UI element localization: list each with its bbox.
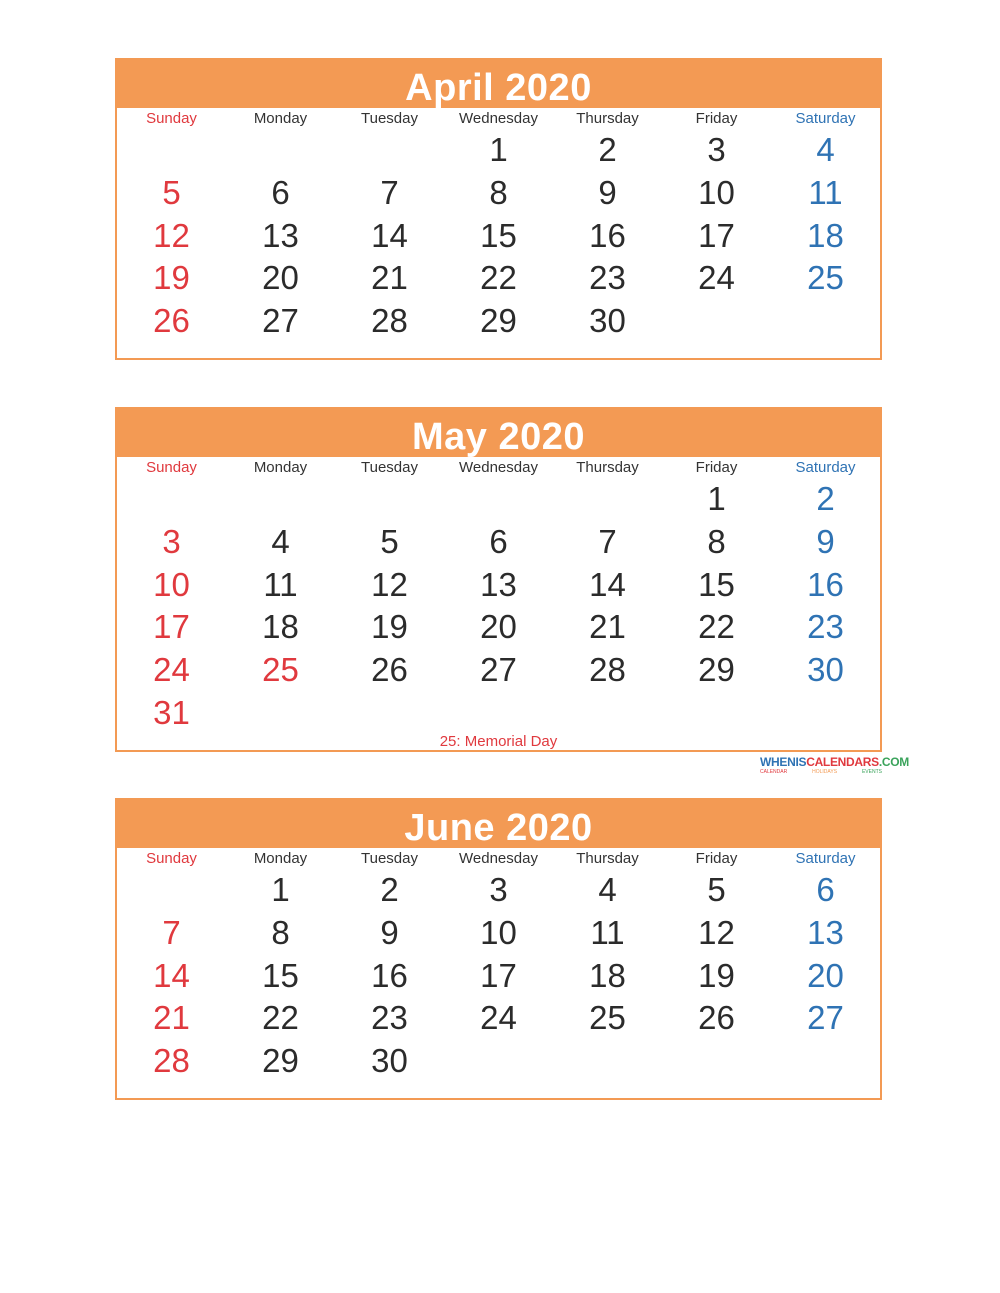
day-cell: 20 bbox=[262, 259, 299, 297]
empty-day-cell bbox=[335, 477, 444, 520]
weekday-header: Monday bbox=[253, 459, 308, 476]
day-cell: 11 bbox=[808, 173, 843, 211]
empty-day-cell bbox=[444, 691, 553, 734]
day-cell: 29 bbox=[262, 1042, 299, 1080]
empty-day-cell bbox=[771, 299, 880, 342]
day-cell: 19 bbox=[153, 259, 190, 297]
day-cell: 2 bbox=[380, 871, 399, 908]
day-cell: 7 bbox=[598, 522, 617, 560]
day-cell: 29 bbox=[480, 302, 517, 340]
empty-day-cell bbox=[117, 477, 226, 520]
day-cell: 22 bbox=[262, 999, 299, 1037]
day-cell: 20 bbox=[480, 608, 517, 646]
day-cell: 30 bbox=[371, 1042, 408, 1080]
day-cell: 6 bbox=[489, 522, 508, 560]
day-cell: 30 bbox=[807, 651, 844, 689]
day-cell: 5 bbox=[162, 173, 181, 211]
empty-day-cell bbox=[662, 691, 771, 734]
day-cell: 18 bbox=[807, 216, 844, 254]
weekday-header: Wednesday bbox=[459, 850, 538, 867]
day-cell: 1 bbox=[271, 871, 290, 908]
weekday-header: Thursday bbox=[576, 459, 639, 476]
day-cell: 25 bbox=[589, 999, 626, 1037]
empty-day-cell bbox=[117, 128, 226, 171]
day-cell: 3 bbox=[489, 871, 508, 908]
day-cell: 10 bbox=[698, 173, 735, 211]
day-cell: 1 bbox=[489, 131, 508, 168]
day-cell: 31 bbox=[153, 693, 190, 731]
month-title: April 2020 bbox=[117, 60, 880, 108]
month-title: May 2020 bbox=[117, 409, 880, 457]
day-cell: 12 bbox=[371, 565, 408, 603]
day-cell: 20 bbox=[807, 956, 844, 994]
holiday-note: 25: Memorial Day bbox=[439, 733, 558, 750]
empty-day-cell bbox=[335, 691, 444, 734]
day-cell: 17 bbox=[480, 956, 517, 994]
brand-logo bbox=[760, 755, 909, 775]
day-cell: 1 bbox=[707, 480, 726, 517]
weekday-header: Sunday bbox=[146, 110, 197, 127]
day-cell: 10 bbox=[480, 913, 517, 951]
day-cell: 8 bbox=[271, 913, 290, 951]
day-cell: 10 bbox=[153, 565, 190, 603]
weekday-header: Friday bbox=[695, 459, 738, 476]
day-cell: 26 bbox=[698, 999, 735, 1037]
brand-text: WHENISCALENDARS.COM bbox=[760, 755, 909, 769]
day-cell: 21 bbox=[371, 259, 408, 297]
weekday-header: Saturday bbox=[795, 110, 856, 127]
day-cell: 8 bbox=[489, 173, 508, 211]
day-cell: 3 bbox=[162, 522, 181, 560]
day-cell: 21 bbox=[153, 999, 190, 1037]
weekday-header: Saturday bbox=[795, 459, 856, 476]
empty-day-cell bbox=[771, 1039, 880, 1082]
day-cell: 24 bbox=[153, 651, 190, 689]
day-cell: 16 bbox=[371, 956, 408, 994]
day-cell: 18 bbox=[589, 956, 626, 994]
day-cell: 4 bbox=[816, 131, 835, 168]
day-cell: 19 bbox=[371, 608, 408, 646]
day-cell: 16 bbox=[807, 565, 844, 603]
day-cell: 9 bbox=[380, 913, 399, 951]
day-cell: 7 bbox=[162, 913, 181, 951]
weekday-header: Wednesday bbox=[459, 459, 538, 476]
weekday-header: Monday bbox=[253, 850, 308, 867]
brand-tagline: CALENDAR HOLIDAYS EVENTS bbox=[760, 769, 882, 775]
empty-day-cell bbox=[662, 299, 771, 342]
day-cell: 17 bbox=[698, 216, 735, 254]
empty-day-cell bbox=[662, 1039, 771, 1082]
empty-day-cell bbox=[226, 477, 335, 520]
day-cell: 3 bbox=[707, 131, 726, 168]
day-cell: 13 bbox=[262, 216, 299, 254]
day-cell: 24 bbox=[698, 259, 735, 297]
day-cell: 13 bbox=[807, 913, 844, 951]
empty-day-cell bbox=[553, 691, 662, 734]
day-cell: 2 bbox=[816, 480, 835, 517]
weekday-header: Monday bbox=[253, 110, 308, 127]
month-june bbox=[115, 798, 882, 1100]
day-cell: 16 bbox=[589, 216, 626, 254]
day-cell: 12 bbox=[153, 216, 190, 254]
day-cell: 17 bbox=[153, 608, 190, 646]
day-cell: 15 bbox=[262, 956, 299, 994]
day-cell: 23 bbox=[371, 999, 408, 1037]
empty-day-cell bbox=[553, 1039, 662, 1082]
day-cell: 9 bbox=[598, 173, 617, 211]
day-cell: 15 bbox=[698, 565, 735, 603]
day-cell: 21 bbox=[589, 608, 626, 646]
day-cell: 2 bbox=[598, 131, 617, 168]
day-cell: 14 bbox=[371, 216, 408, 254]
month-title: June 2020 bbox=[117, 800, 880, 848]
day-cell: 30 bbox=[589, 302, 626, 340]
weekday-header: Tuesday bbox=[361, 850, 418, 867]
day-cell: 23 bbox=[589, 259, 626, 297]
day-cell: 28 bbox=[589, 651, 626, 689]
day-cell: 7 bbox=[380, 173, 399, 211]
weekday-header: Sunday bbox=[146, 459, 197, 476]
day-cell: 14 bbox=[153, 956, 190, 994]
day-cell: 28 bbox=[371, 302, 408, 340]
day-cell: 23 bbox=[807, 608, 844, 646]
day-cell: 5 bbox=[707, 871, 726, 908]
weekday-header: Saturday bbox=[795, 850, 856, 867]
day-cell: 25 bbox=[807, 259, 844, 297]
day-cell: 11 bbox=[263, 565, 298, 603]
day-cell: 22 bbox=[480, 259, 517, 297]
weekday-header: Tuesday bbox=[361, 110, 418, 127]
weekday-header: Wednesday bbox=[459, 110, 538, 127]
day-cell: 28 bbox=[153, 1042, 190, 1080]
day-cell: 22 bbox=[698, 608, 735, 646]
weekday-header: Sunday bbox=[146, 850, 197, 867]
day-cell: 5 bbox=[380, 522, 399, 560]
empty-day-cell bbox=[226, 691, 335, 734]
empty-day-cell bbox=[444, 477, 553, 520]
weekday-header: Tuesday bbox=[361, 459, 418, 476]
month-may bbox=[115, 407, 882, 752]
day-cell: 27 bbox=[807, 999, 844, 1037]
empty-day-cell bbox=[335, 128, 444, 171]
weekday-header: Thursday bbox=[576, 110, 639, 127]
day-cell: 29 bbox=[698, 651, 735, 689]
empty-day-cell bbox=[226, 128, 335, 171]
weekday-header: Friday bbox=[695, 850, 738, 867]
day-cell: 8 bbox=[707, 522, 726, 560]
day-cell: 19 bbox=[698, 956, 735, 994]
day-cell: 11 bbox=[590, 913, 625, 951]
day-cell: 26 bbox=[371, 651, 408, 689]
day-cell: 13 bbox=[480, 565, 517, 603]
month-grid bbox=[117, 457, 880, 734]
day-cell: 15 bbox=[480, 216, 517, 254]
weekday-header: Friday bbox=[695, 110, 738, 127]
day-cell: 26 bbox=[153, 302, 190, 340]
empty-day-cell bbox=[117, 868, 226, 911]
day-cell: 27 bbox=[262, 302, 299, 340]
month-april bbox=[115, 58, 882, 360]
empty-day-cell bbox=[771, 691, 880, 734]
empty-day-cell bbox=[553, 477, 662, 520]
day-cell: 12 bbox=[698, 913, 735, 951]
day-cell: 6 bbox=[816, 871, 835, 908]
empty-day-cell bbox=[444, 1039, 553, 1082]
day-cell: 27 bbox=[480, 651, 517, 689]
day-cell: 25 bbox=[262, 651, 299, 689]
day-cell: 4 bbox=[598, 871, 617, 908]
day-cell: 18 bbox=[262, 608, 299, 646]
day-cell: 9 bbox=[816, 522, 835, 560]
day-cell: 24 bbox=[480, 999, 517, 1037]
month-grid bbox=[117, 848, 880, 1082]
weekday-header: Thursday bbox=[576, 850, 639, 867]
day-cell: 14 bbox=[589, 565, 626, 603]
day-cell: 4 bbox=[271, 522, 290, 560]
month-grid bbox=[117, 108, 880, 342]
day-cell: 6 bbox=[271, 173, 290, 211]
